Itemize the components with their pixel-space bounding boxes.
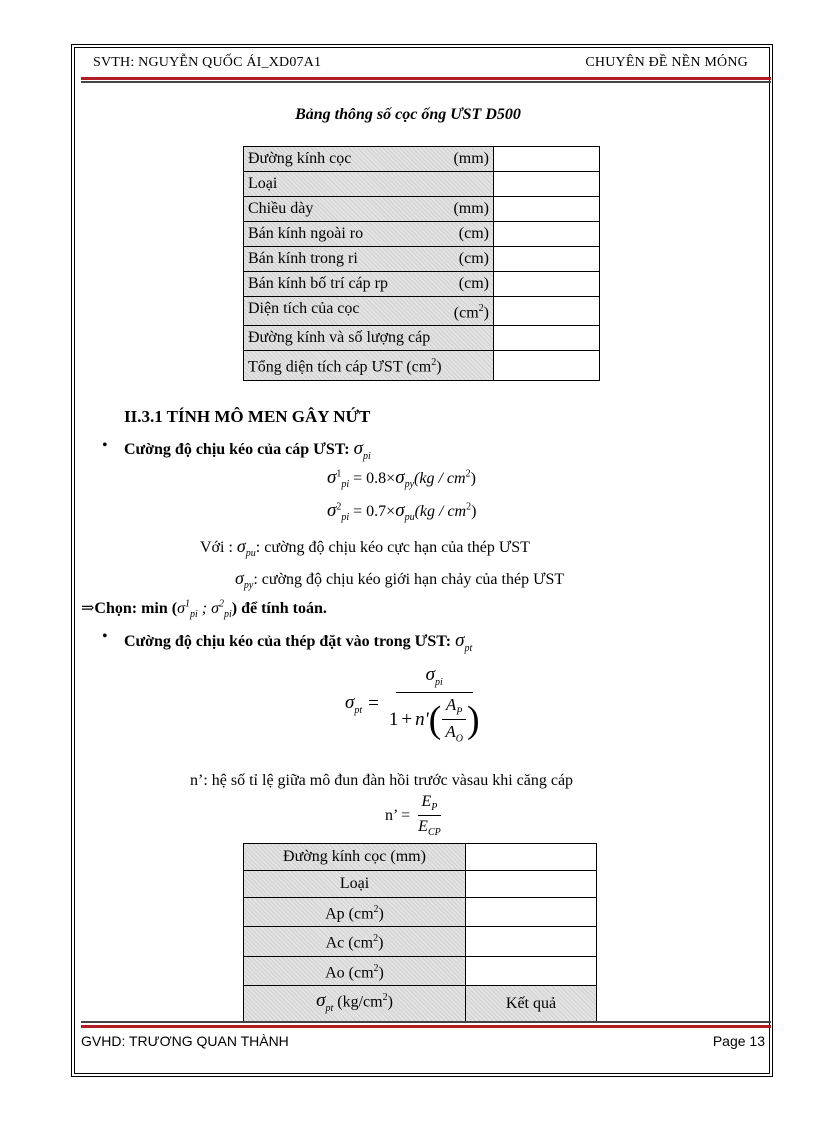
row-label: Tổng diện tích cáp ƯST $(cm^2)$ [248,357,442,376]
row-unit: (cm) [458,225,489,242]
table-row [244,172,600,197]
bullet1-text: Cường độ chịu kéo của cáp ƯST: $\sigma_{pi}$ [124,438,371,462]
table-row [244,197,600,222]
row-label: Loại [244,871,466,898]
row-label: Diện tích của cọc [248,300,360,317]
row-label: Bán kính trong ri [248,250,358,267]
row-label: Loại [248,175,278,192]
stress-calc-table [243,843,597,1022]
table-row [244,956,597,985]
row-unit: (cm) [458,250,489,267]
table-row [244,147,600,172]
row-label: Đường kính cọc (mm) [244,844,466,871]
row-label: $\sigma_{pt}$ $(kg/cm^2)$ [244,985,466,1021]
bullet2-text: Cường độ chịu kéo của thép đặt vào trong ƯST: $\sigma_{pt}$ [124,630,473,654]
footer-advisor: GVHD: TRƯƠNG QUAN THÀNH [81,1033,289,1049]
table-row [244,898,597,927]
row-value [466,898,597,927]
row-value [494,247,600,272]
pile-spec-table [243,146,600,381]
row-value [494,197,600,222]
result-cell: Kết quả [466,985,597,1021]
table-row [244,927,597,956]
row-value [466,844,597,871]
row-value [494,222,600,247]
row-label: Bán kính ngoài ro [248,225,364,242]
table-row [244,351,600,380]
table1-caption: Bảng thông số cọc ống ƯST D500 [295,106,521,123]
row-value [494,147,600,172]
table-row [244,272,600,297]
bullet-dot: • [102,628,108,645]
choose-line: ⇒Chọn: $\min (\sigma^1_{pi}$ ; $\sigma^2_{pi}$) để tính toán. [81,598,327,621]
row-value [494,351,600,380]
n-definition: n’: hệ số tỉ lệ giữa mô đun đàn hồi trước vàsau khi căng cáp [190,772,574,789]
header-topic: CHUYÊN ĐỀ NỀN MÓNG [585,55,748,70]
table-row [244,871,597,898]
row-label: Ac $(cm^2)$ [244,927,466,956]
header-student: SVTH: NGUYỄN QUỐC ÁI_XD07A1 [93,55,322,70]
section-heading: II.3.1 TÍNH MÔ MEN GÂY NỨT [124,407,371,426]
row-label: Ap $(cm^2)$ [244,898,466,927]
row-label: Đường kính và số lượng cáp [248,329,431,347]
row-unit: (mm) [453,200,489,217]
formula-sigma-pi-1: $\sigma^1_{pi} = 0.8\times\sigma_{py}(kg / cm^2)$ [327,467,476,491]
row-value [494,272,600,297]
row-label: Ao $(cm^2)$ [244,956,466,985]
row-label: Đường kính cọc [248,150,352,167]
table-row [244,222,600,247]
row-value [466,927,597,956]
table-row [244,247,600,272]
formula-sigma-pi-2: $\sigma^2_{pi} = 0.7\times\sigma_{pu}(kg / cm^2)$ [327,500,477,524]
row-value [494,326,600,351]
formula-n: n’ = $\frac{E_P}{E_{CP}}$ [385,793,441,839]
header-rule-dark [81,81,771,83]
table-row [244,297,600,326]
row-value [494,297,600,326]
row-value [494,172,600,197]
row-unit: (mm) [453,150,489,167]
table-row [244,985,597,1021]
table-row [244,326,600,351]
definition-sigma-py: $\sigma_{py}$: cường độ chịu kéo giới hạn chảy của thép ƯST [235,568,565,592]
row-unit: (cm) [458,275,489,292]
bullet-dot: • [102,437,108,454]
row-value [466,956,597,985]
row-label: Bán kính bố trí cáp rp [248,275,388,292]
table-row [244,844,597,871]
row-value [466,871,597,898]
footer-rule-dark [81,1021,771,1023]
page-number: Page 13 [712,1033,765,1049]
row-label: Chiều dày [248,200,314,217]
row-unit: $(cm^2)$ [453,303,489,322]
header-rule-red [81,77,771,80]
definition-sigma-pu: Với : $\sigma_{pu}$: cường độ chịu kéo cực hạn của thép ƯST [200,536,530,560]
formula-sigma-pt: $\sigma_{pt}$ = $\sigma_{pi}$ 1 + n' ( $\frac{A_P}{A_O}$ ) [345,664,480,745]
footer-rule-red [81,1025,771,1028]
